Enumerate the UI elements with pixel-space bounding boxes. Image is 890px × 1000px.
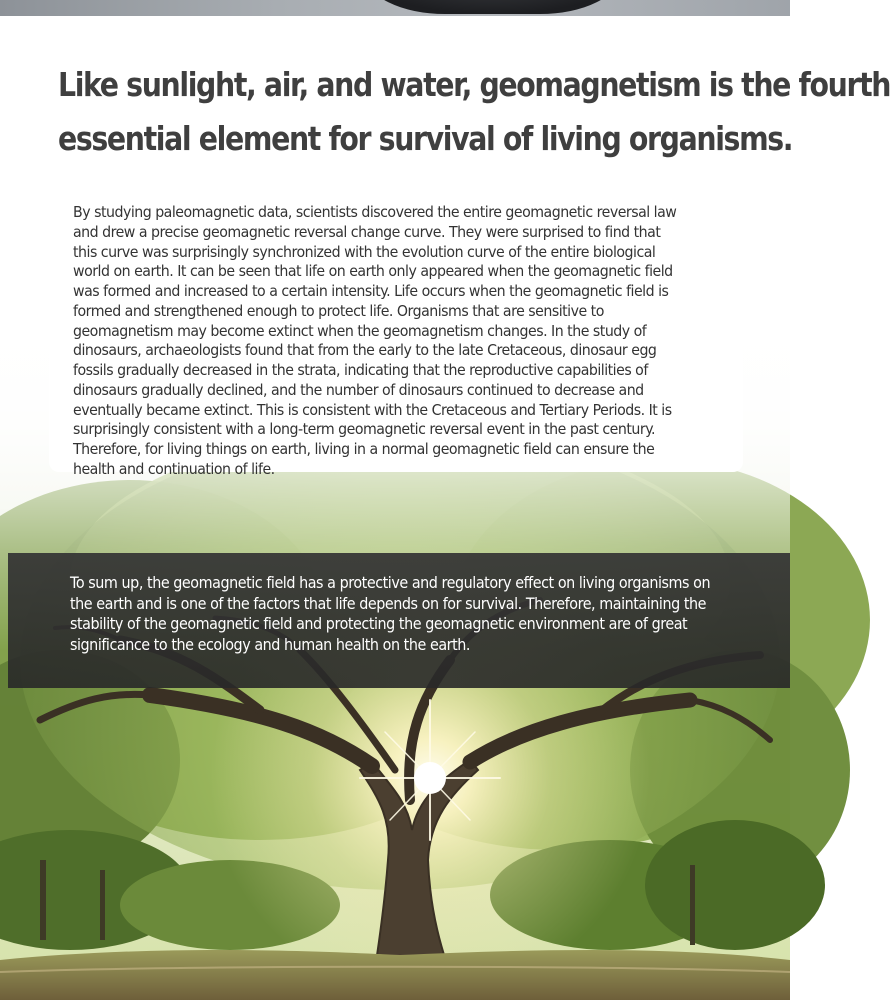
top-product-strip — [0, 0, 790, 16]
summary-paragraph: To sum up, the geomagnetic field has a protective and regulatory effect on living organisms on the earth and is one of the factors that life depends on for survival. Therefore, maintaining the stability of the geomagnetic field and protecting the geomagnetic environment are of great significance to the ecology and human health on the earth. — [70, 574, 711, 655]
page-headline — [58, 58, 890, 166]
body-paragraph: By studying paleomagnetic data, scientists discovered the entire geomagnetic reversal law and drew a precise geomagnetic reversal change curve. They were surprised to find that this curve was surprisingly synchronized with the evolution curve of the entire biological world on earth. It can be seen that life on earth only appeared when the geomagnetic field was formed and increased to a certain intensity. Life occurs when the geomagnetic field is formed and strengthened enough to protect life. Organisms that are sensitive to geomagnetism may become extinct when the geomagnetism changes. In the study of dinosaurs, archaeologists found that from the early to the late Cretaceous, dinosaur egg fossils gradually decreased in the strata, indicating that the reproductive capabilities of dinosaurs gradually declined, and the number of dinosaurs continued to decrease and eventually became extinct. This is consistent with the Cretaceous and Tertiary Periods. It is surprisingly consistent with a long-term geomagnetic reversal event in the past century. Therefore, for living things on earth, living in a normal geomagnetic field can ensure the health and continuation of life. — [73, 203, 677, 478]
headline-line-1: Like sunlight, air, and water, geomagnetism is the fourth — [58, 65, 890, 104]
device-bottom-edge — [365, 0, 620, 14]
headline-line-2: essential element for survival of living organisms. — [58, 119, 793, 158]
